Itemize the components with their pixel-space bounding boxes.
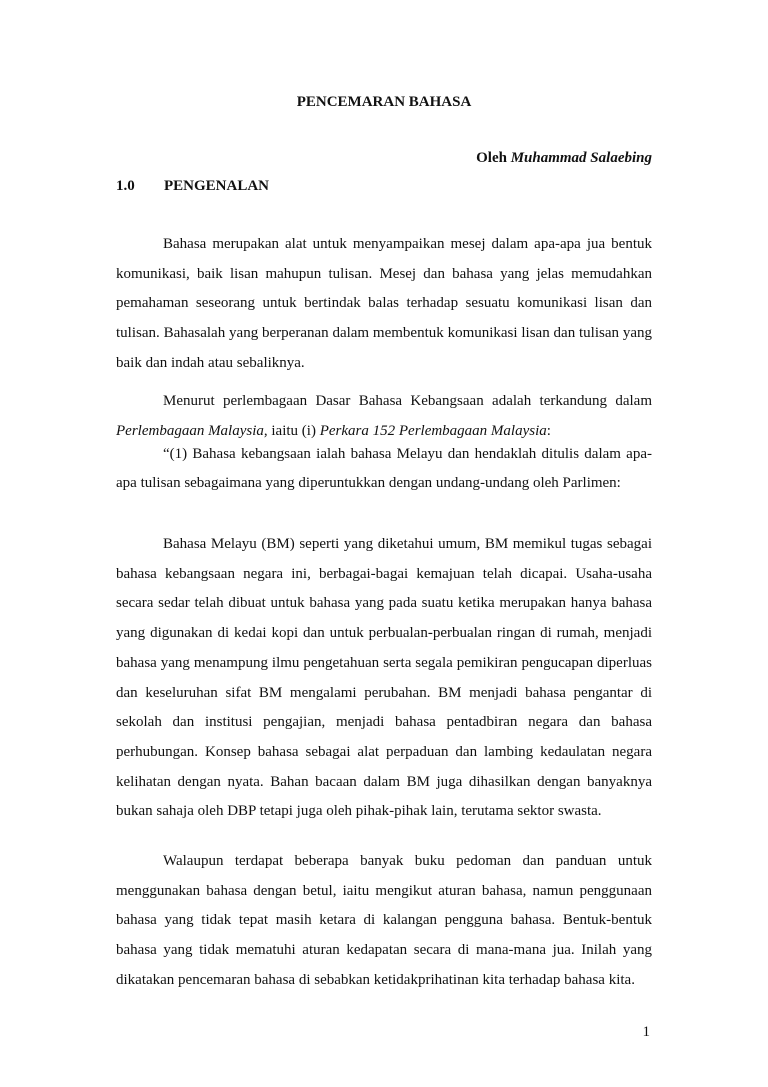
section-number: 1.0	[116, 178, 135, 194]
paragraph-5: Walaupun terdapat beberapa banyak buku pedoman dan panduan untuk menggunakan bahasa dengan betul, iaitu mengikut aturan bahasa, namun penggunaan bahasa yang tidak tepat masih ketara di kalangan pengguna bahasa. Bentuk-bentuk bahasa yang tidak mematuhi aturan kedapatan secara di mana-mana jua. Inilah yang dikatakan pencemaran bahasa di sebabkan ketidakprihatinan kita terhadap bahasa kita.	[116, 853, 652, 988]
paragraph-4: Bahasa Melayu (BM) seperti yang diketahui umum, BM memikul tugas sebagai bahasa kebangsaan negara ini, berbagai-bagai kemajuan telah dicapai. Usaha-usaha secara sedar telah dibuat untuk bahasa yang pada suatu ketika merupakan hanya bahasa yang digunakan di kedai kopi dan untuk perbualan-perbualan ringan di rumah, menjadi bahasa yang menampung ilmu pengetahuan serta segala pemikiran pengucapan diperluas dan keseluruhan sifat BM mengalami perubahan. BM menjadi bahasa pengantar di sekolah dan institusi pengajian, menjadi bahasa pentadbiran negara dan bahasa perhubungan. Konsep bahasa sebagai alat perpaduan dan lambing kedaulatan negara kelihatan dengan nyata. Bahan bacaan dalam BM juga dihasilkan dengan banyaknya bukan sahaja oleh DBP tetapi juga oleh pihak-pihak lain, terutama sektor swasta.	[116, 536, 652, 820]
section-heading	[116, 178, 269, 195]
paragraph-2	[116, 387, 652, 446]
paragraph-2-text-2: , iaitu (i)	[263, 422, 320, 439]
section-title: PENGENALAN	[164, 178, 270, 194]
quote-paragraph: “(1) Bahasa kebangsaan ialah bahasa Melayu dan hendaklah ditulis dalam apa-apa tulisan sebagaimana yang diperuntukkan dengan undang-undang oleh Parlimen:	[116, 446, 652, 491]
paragraph-2-italic-2: Perkara 152 Perlembagaan Malaysia	[319, 422, 547, 439]
page-number: 1	[642, 1024, 650, 1040]
author-prefix: Oleh	[476, 150, 511, 166]
document-title: PENCEMARAN BAHASA	[296, 94, 472, 110]
author-name: Muhammad Salaebing	[510, 150, 652, 166]
author-line	[476, 150, 652, 167]
paragraph-2-text-1: Menurut perlembagaan Dasar Bahasa Kebangsaan adalah terkandung dalam	[163, 393, 652, 409]
paragraph-2-italic-1: Perlembagaan Malaysia	[116, 422, 264, 439]
paragraph-2-text-3: :	[546, 422, 551, 439]
paragraph-1: Bahasa merupakan alat untuk menyampaikan mesej dalam apa-apa jua bentuk komunikasi, baik lisan mahupun tulisan. Mesej dan bahasa yang jelas memudahkan pemahaman seseorang untuk bertindak balas terhadap sesuatu komunikasi lisan dan tulisan. Bahasalah yang berperanan dalam membentuk komunikasi lisan dan tulisan yang baik dan indah atau sebaliknya.	[116, 236, 652, 371]
